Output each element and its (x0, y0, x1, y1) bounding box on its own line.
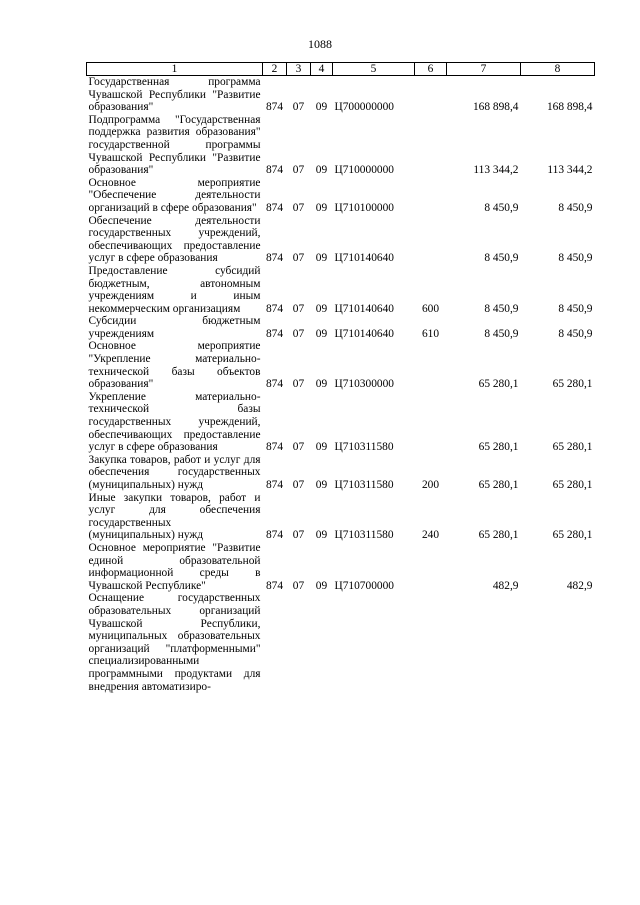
row-name: Государственная программа Чувашской Республики "Развитие образования" (88, 76, 261, 114)
row-ministry-code: 874 (265, 252, 284, 265)
row-section-code: 07 (292, 579, 305, 592)
row-expense-type: 240 (421, 529, 440, 542)
header-cell-7: 7 (447, 63, 521, 76)
row-expense-type (415, 592, 447, 693)
budget-table (86, 62, 595, 693)
table-row (87, 177, 595, 215)
table-row (87, 454, 595, 492)
row-amount-2: 65 280,1 (552, 529, 593, 542)
row-target-article: Ц710000000 (334, 164, 394, 177)
header-cell-8: 8 (521, 63, 595, 76)
table-body (87, 76, 595, 694)
row-amount-1: 65 280,1 (478, 529, 519, 542)
row-name: Основное мероприятие "Обеспечение деятельности организаций в сфере образования" (88, 176, 261, 214)
table-header (87, 63, 595, 76)
row-amount-2: 8 450,9 (558, 327, 593, 340)
row-section-code: 07 (292, 164, 305, 177)
row-amount-2: 65 280,1 (552, 479, 593, 491)
row-target-article: Ц710100000 (334, 201, 394, 214)
header-cell-1: 1 (87, 63, 263, 76)
header-row (87, 63, 595, 76)
row-section-code: 07 (292, 252, 305, 265)
row-target-article: Ц710140640 (334, 327, 394, 340)
row-expense-type (415, 542, 447, 592)
row-expense-type (415, 391, 447, 454)
row-ministry-code: 874 (265, 479, 284, 491)
row-amount-1: 8 450,9 (484, 201, 519, 214)
row-ministry-code: 874 (265, 302, 284, 315)
row-name: Основное мероприятие "Укрепление материально-технической базы объектов образования" (88, 340, 261, 391)
header-cell-4: 4 (311, 63, 333, 76)
row-amount-1 (447, 592, 521, 693)
row-target-article: Ц710311580 (334, 529, 394, 542)
row-ministry-code: 874 (265, 378, 284, 391)
row-section-code: 07 (292, 441, 305, 454)
row-ministry-code: 874 (265, 441, 284, 454)
row-subsection-code: 09 (315, 101, 328, 114)
row-target-article: Ц710140640 (334, 302, 394, 315)
row-expense-type (415, 76, 447, 114)
row-ministry-code: 874 (265, 101, 284, 114)
row-subsection-code (311, 592, 333, 693)
row-amount-1: 8 450,9 (484, 252, 519, 265)
row-ministry-code: 874 (265, 529, 284, 542)
row-expense-type: 600 (421, 302, 440, 315)
row-ministry-code: 874 (265, 201, 284, 214)
table-row (87, 592, 595, 693)
table-row (87, 265, 595, 315)
row-subsection-code: 09 (315, 302, 328, 315)
row-section-code: 07 (292, 302, 305, 315)
row-amount-2: 8 450,9 (558, 201, 593, 214)
header-cell-5: 5 (333, 63, 415, 76)
row-name: Субсидии бюджетным учреждениям (88, 315, 261, 340)
table-row (87, 76, 595, 114)
row-section-code: 07 (292, 479, 305, 491)
row-target-article: Ц710311580 (334, 441, 394, 454)
table-row (87, 315, 595, 340)
row-target-article: Ц700000000 (334, 101, 394, 114)
row-name: Иные закупки товаров, работ и услуг для обеспечения государственных (муниципальных) нужд (88, 491, 261, 542)
row-expense-type: 200 (421, 479, 440, 491)
row-ministry-code: 874 (265, 327, 284, 340)
row-target-article: Ц710700000 (334, 579, 394, 592)
row-subsection-code: 09 (315, 579, 328, 592)
row-subsection-code: 09 (315, 327, 328, 340)
row-amount-1: 168 898,4 (472, 101, 519, 114)
row-subsection-code: 09 (315, 164, 328, 177)
row-ministry-code: 874 (265, 164, 284, 177)
row-amount-1: 65 280,1 (478, 479, 519, 491)
header-cell-6: 6 (415, 63, 447, 76)
row-name: Подпрограмма "Государственная поддержка развития образования" государственной программы Чувашской Республики "Развитие образования" (88, 113, 261, 177)
row-ministry-code: 874 (265, 579, 284, 592)
row-expense-type (415, 114, 447, 177)
row-subsection-code: 09 (315, 252, 328, 265)
row-amount-2: 65 280,1 (552, 378, 593, 391)
header-cell-2: 2 (263, 63, 287, 76)
row-subsection-code: 09 (315, 201, 328, 214)
row-target-article: Ц710300000 (334, 378, 394, 391)
row-name: Оснащение государственных образовательных организаций Чувашской Республики, муниципальных образовательных организаций "платформенными" специализированными программными продуктами для внедрения автоматизиро- (88, 592, 261, 693)
row-section-code: 07 (292, 101, 305, 114)
header-cell-3: 3 (287, 63, 311, 76)
row-subsection-code: 09 (315, 479, 328, 491)
row-subsection-code: 09 (315, 441, 328, 454)
table-row (87, 391, 595, 454)
row-amount-1: 8 450,9 (484, 302, 519, 315)
row-target-article (333, 592, 415, 693)
row-amount-1: 65 280,1 (478, 441, 519, 454)
row-ministry-code (263, 592, 287, 693)
table-row (87, 215, 595, 265)
row-amount-2: 113 344,2 (547, 164, 593, 177)
row-expense-type (415, 215, 447, 265)
row-section-code: 07 (292, 378, 305, 391)
row-target-article: Ц710311580 (334, 479, 394, 491)
row-name: Обеспечение деятельности государственных учреждений, обеспечивающих предоставление услуг в сфере образования (88, 214, 261, 265)
row-section-code: 07 (292, 529, 305, 542)
row-amount-2: 168 898,4 (546, 101, 593, 114)
row-amount-2: 482,9 (566, 579, 593, 592)
row-subsection-code: 09 (315, 529, 328, 542)
row-name: Укрепление материально-технической базы государственных учреждений, обеспечивающих предоставление услуг в сфере образования (88, 390, 261, 454)
page-number: 1088 (308, 37, 332, 51)
row-amount-2: 8 450,9 (558, 302, 593, 315)
row-section-code: 07 (292, 327, 305, 340)
table-row (87, 114, 595, 177)
row-amount-1: 8 450,9 (484, 327, 519, 340)
row-name: Предоставление субсидий бюджетным, автономным учреждениям и иным некоммерческим организациям (88, 264, 261, 315)
row-name: Закупка товаров, работ и услуг для обеспечения государственных (муниципальных) нужд (88, 453, 261, 491)
row-section-code (287, 592, 311, 693)
row-amount-2 (521, 592, 595, 693)
row-name: Основное мероприятие "Развитие единой образовательной информационной среды в Чувашской Республике" (88, 541, 261, 592)
row-amount-1: 113 344,2 (473, 164, 519, 177)
row-expense-type (415, 340, 447, 390)
row-subsection-code: 09 (315, 378, 328, 391)
row-expense-type: 610 (421, 327, 440, 340)
row-section-code: 07 (292, 201, 305, 214)
row-target-article: Ц710140640 (334, 252, 394, 265)
row-amount-1: 482,9 (492, 579, 519, 592)
row-expense-type (415, 177, 447, 215)
table-row (87, 492, 595, 542)
table-row (87, 542, 595, 592)
row-amount-2: 65 280,1 (552, 441, 593, 454)
row-amount-1: 65 280,1 (478, 378, 519, 391)
row-amount-2: 8 450,9 (558, 252, 593, 265)
table-row (87, 340, 595, 390)
